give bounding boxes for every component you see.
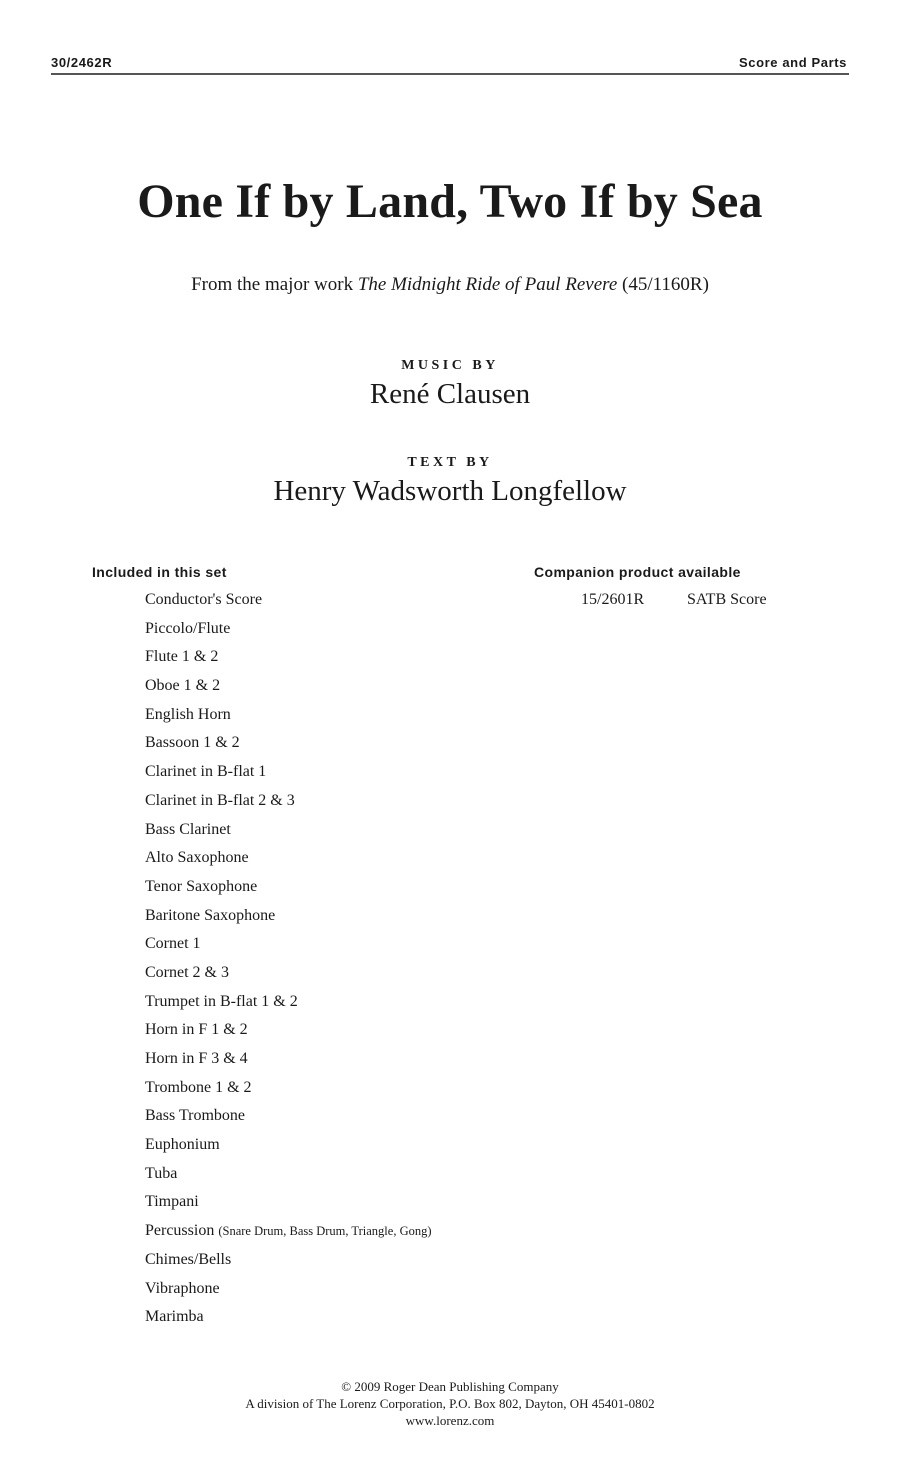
list-item: Horn in F 3 & 4 [145, 1050, 248, 1067]
catalog-number: 30/2462R [51, 55, 113, 70]
music-by-label: MUSIC BY [401, 358, 499, 373]
list-item: Conductor's Score [145, 591, 263, 608]
list-item: Alto Saxophone [145, 849, 249, 867]
list-item: Tuba [145, 1164, 178, 1182]
percussion-detail: (Snare Drum, Bass Drum, Triangle, Gong) [218, 1224, 432, 1239]
list-item: Clarinet in B-flat 1 [145, 763, 267, 781]
page-title: One If by Land, Two If by Sea [137, 175, 763, 228]
list-item: Chimes/Bells [145, 1250, 232, 1268]
list-item: Baritone Saxophone [145, 906, 276, 924]
publisher-footer [0, 1378, 900, 1429]
list-item: Euphonium [145, 1136, 220, 1154]
list-item-percussion [145, 1220, 432, 1249]
list-item: Timpani [145, 1193, 199, 1211]
list-item: Trumpet in B-flat 1 & 2 [145, 992, 298, 1010]
included-heading: Included in this set [92, 564, 227, 580]
major-work-code: (45/1160R) [617, 274, 709, 295]
companion-description: SATB Score [687, 591, 767, 608]
list-item: Flute 1 & 2 [145, 648, 219, 666]
list-item: Marimba [145, 1308, 204, 1326]
subtitle [0, 274, 900, 296]
author-name: Henry Wadsworth Longfellow [273, 475, 627, 507]
list-item: Bass Clarinet [145, 820, 231, 838]
list-item: Horn in F 1 & 2 [145, 1021, 248, 1039]
list-item: Cornet 2 & 3 [145, 963, 229, 981]
companion-heading: Companion product available [534, 564, 741, 580]
product-type: Score and Parts [739, 55, 847, 70]
major-work-title: The Midnight Ride of Paul Revere [357, 274, 618, 295]
list-item: Clarinet in B-flat 2 & 3 [145, 791, 295, 809]
list-item: Trombone 1 & 2 [145, 1078, 252, 1096]
list-item: Piccolo/Flute [145, 619, 231, 637]
list-item: Bass Trombone [145, 1107, 246, 1125]
list-item: English Horn [145, 705, 231, 723]
companion-code: 15/2601R [581, 591, 645, 608]
list-item: Cornet 1 [145, 935, 201, 953]
page-header [51, 55, 849, 75]
list-item: Tenor Saxophone [145, 877, 258, 895]
percussion-label: Percussion [145, 1222, 215, 1240]
subtitle-prefix: From the major work [191, 274, 358, 295]
division-line: A division of The Lorenz Corporation, P.O. Box 802, Dayton, OH 45401-0802 [245, 1396, 655, 1411]
copyright-line: © 2009 Roger Dean Publishing Company [341, 1379, 559, 1394]
list-item: Oboe 1 & 2 [145, 677, 221, 695]
parts-list [145, 589, 432, 1335]
text-by-label: TEXT BY [407, 455, 493, 470]
list-item: Bassoon 1 & 2 [145, 734, 240, 752]
list-item: Vibraphone [145, 1279, 220, 1297]
website-line: www.lorenz.com [405, 1413, 495, 1428]
composer-name: René Clausen [369, 378, 531, 410]
